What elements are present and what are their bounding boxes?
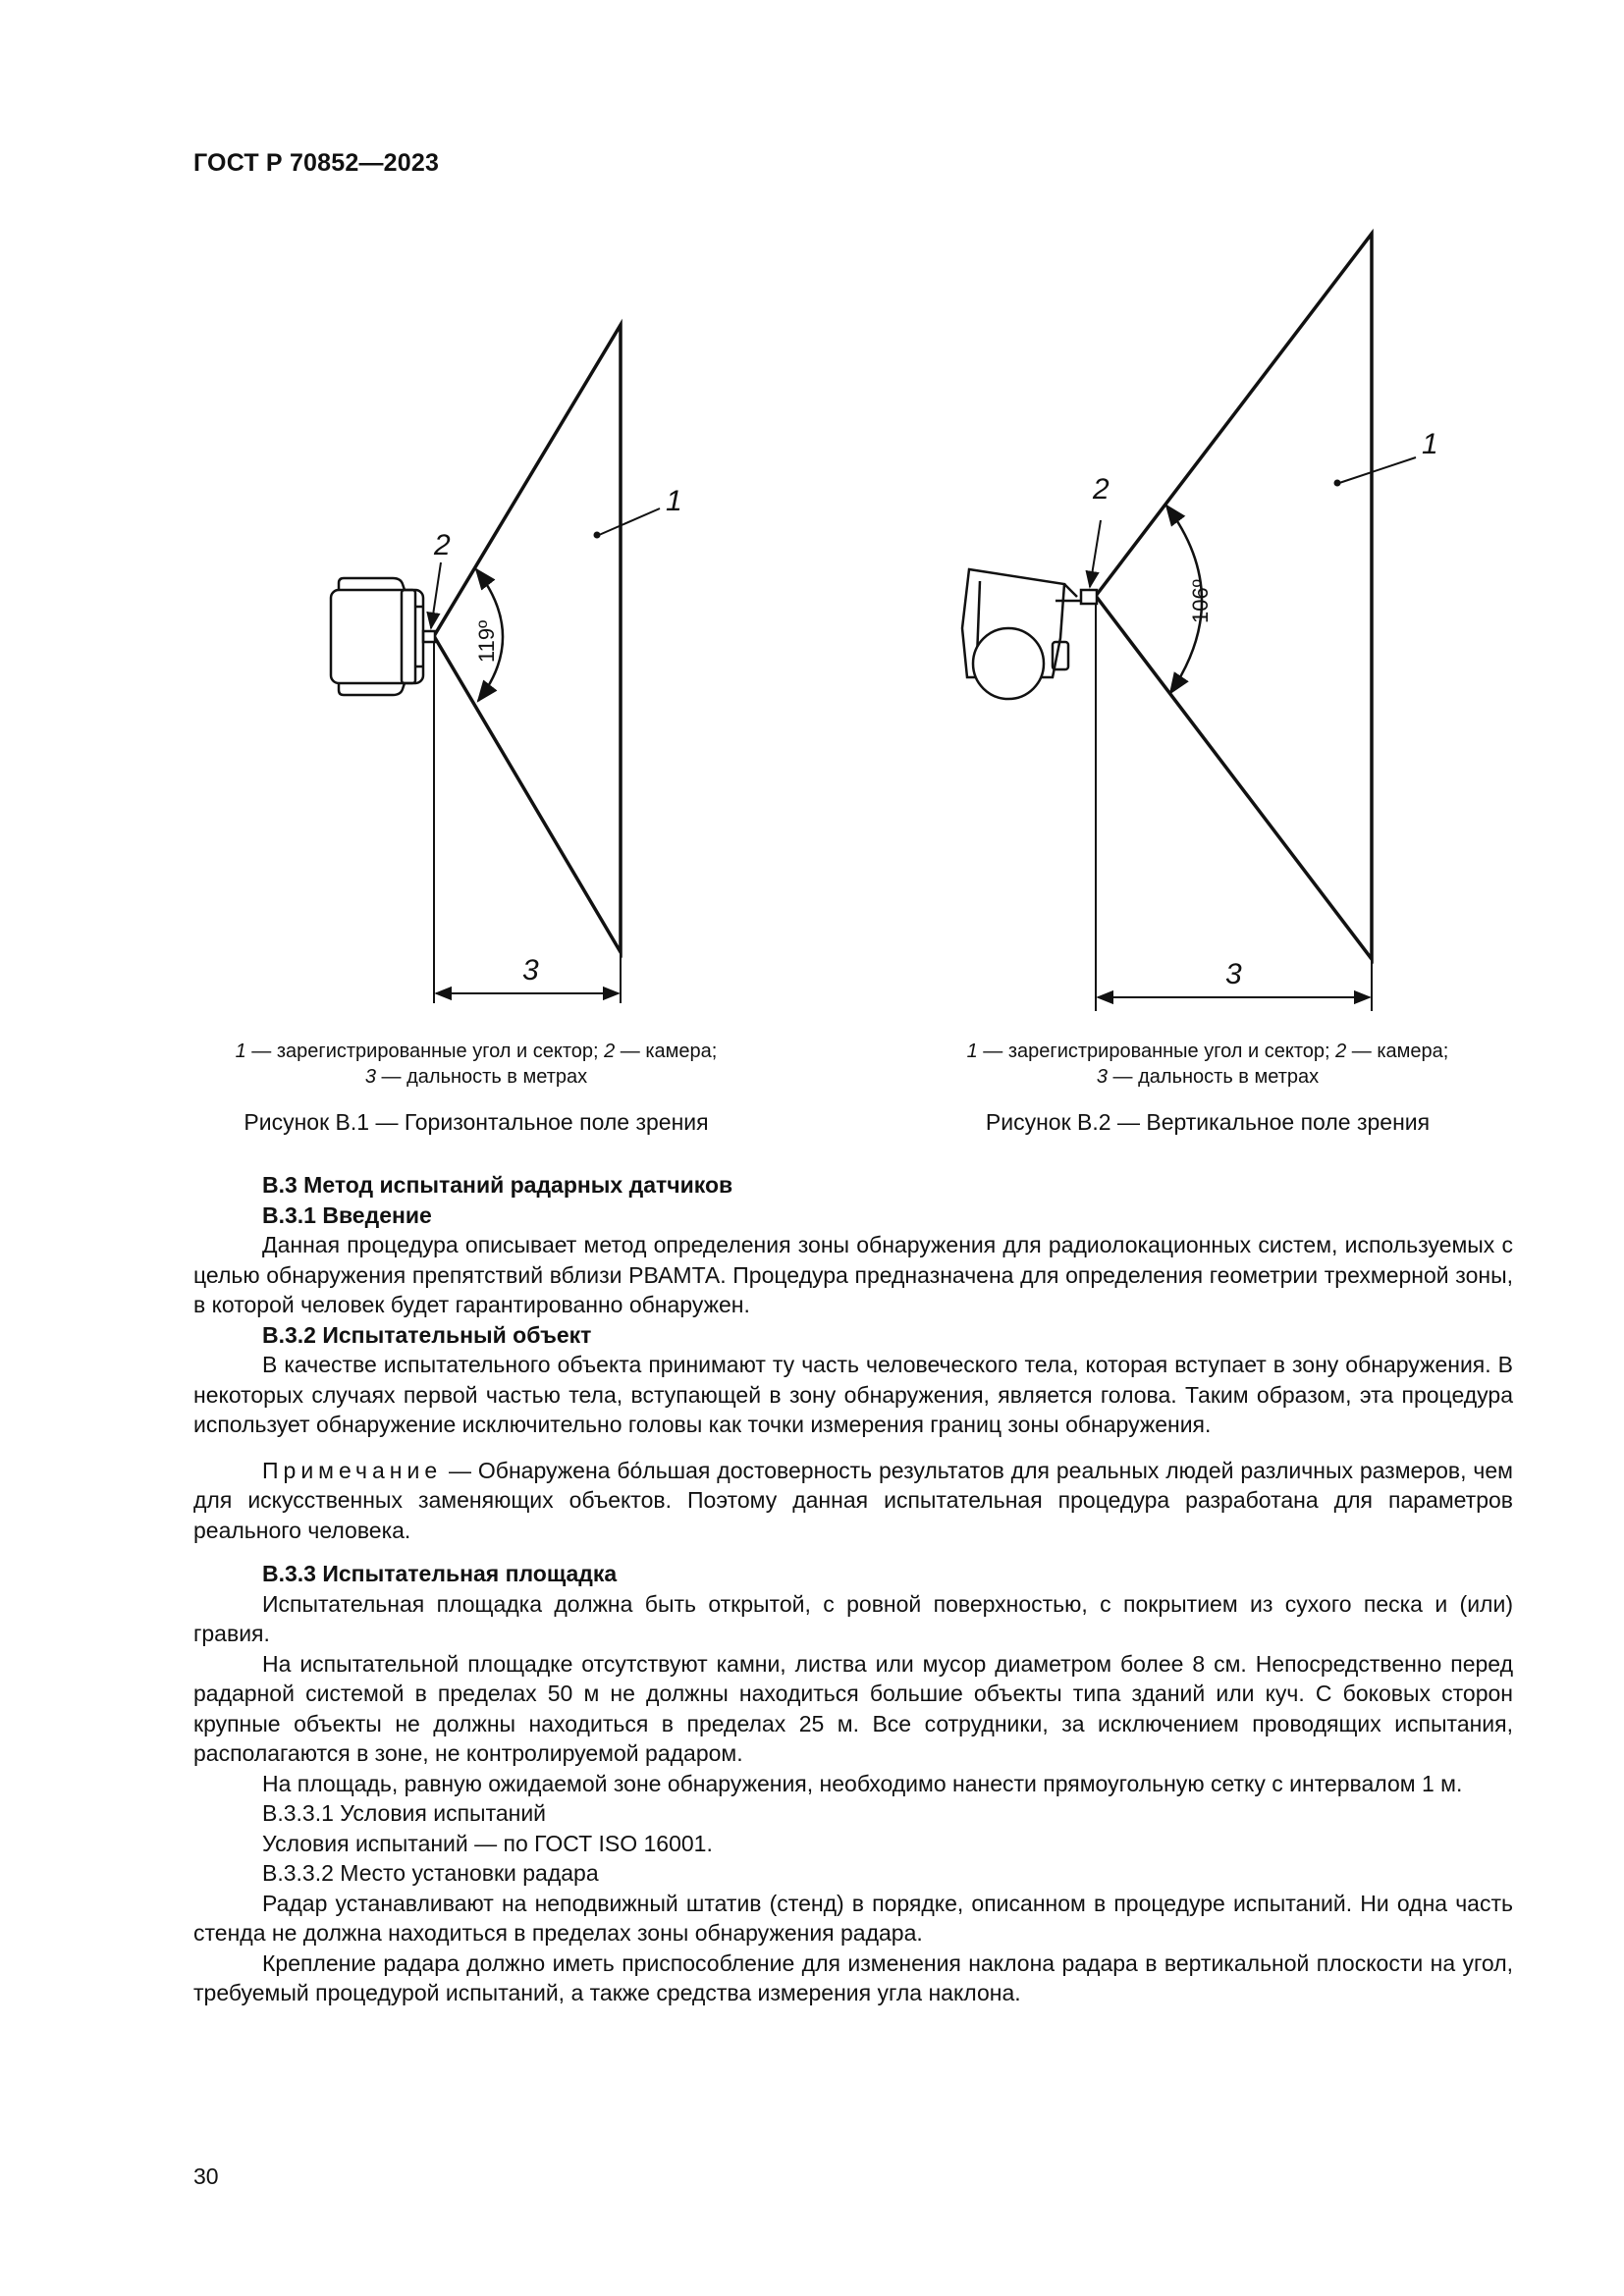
figure2-legend-text-3: — дальность в метрах — [1108, 1066, 1320, 1088]
figure2-legend-text-2: — камера; — [1346, 1041, 1449, 1062]
figure1-legend-num-2: 2 — [604, 1041, 616, 1062]
figure2-sector-point — [1334, 480, 1341, 487]
figure1-sector-point — [594, 532, 601, 539]
heading-b332: В.3.3.2 Место установки радара — [262, 1860, 599, 1886]
paragraph-2: В качестве испытательного объекта принимают ту часть человеческого тела, которая вступает в зону обнаружения. В некоторых случаях первой частью тела, вступающей в зону обнаружения, является голова. Таким образом, эта процедура использует обнаружение исключительно головы как точки измерения границ зоны обнаружения. — [193, 1352, 1513, 1437]
paragraph-4: На испытательной площадке отсутствуют камни, листва или мусор диаметром более 8 см. Непосредственно перед радарной системой в пределах 50 м не должны находиться большие объекты типа зданий или куч. С боковых сторон крупные объекты не должны находиться в пределах 25 м. Все сотрудники, за исключением проводящих испытания, располагаются в зоне, не контролируемой радаром. — [193, 1650, 1513, 1766]
heading-b32: В.3.2 Испытательный объект — [262, 1321, 592, 1348]
document-header: ГОСТ Р 70852—2023 — [193, 149, 440, 177]
figure1-legend-text-2: — камера; — [615, 1041, 718, 1062]
heading-b33: В.3.3 Испытательная площадка — [262, 1561, 618, 1586]
figure2-legend-num-2: 2 — [1335, 1041, 1347, 1062]
figure2-machine — [962, 569, 1081, 699]
paragraph-1: Данная процедура описывает метод определения зоны обнаружения для радиолокационных систем, используемых с целью обнаружения препятствий вблизи РВАМТА. Процедура предназначена для определения геометрии трехмерной зоны, в которой человек будет гарантированно обнаружен. — [193, 1232, 1513, 1317]
figure1-title: Рисунок В.1 — Горизонтальное поле зрения — [244, 1109, 709, 1135]
figure1-legend-num-3: 3 — [364, 1066, 376, 1088]
figure2-label-2: 2 — [1093, 473, 1110, 506]
figure2-label-1: 1 — [1422, 428, 1438, 460]
figure2-camera — [1081, 590, 1097, 604]
paragraph-5: На площадь, равную ожидаемой зоне обнаружения, необходимо нанести прямоугольную сетку с интервалом 1 м. — [262, 1770, 1463, 1796]
paragraph-3: Испытательная площадка должна быть открытой, с ровной поверхностью, с покрытием из сухого песка и (или) гравия. — [193, 1590, 1513, 1646]
figure2-legend — [893, 1039, 1522, 1090]
figure1-sector — [434, 325, 621, 952]
figure1-leader-2 — [431, 562, 441, 628]
figure1-machine — [331, 578, 423, 695]
page-number: 30 — [193, 2163, 219, 2189]
paragraph-8: Крепление радара должно иметь приспособление для изменения наклона радара в вертикальной плоскости на угол, требуемый процедурой испытаний, а также средства измерения угла наклона. — [193, 1949, 1513, 2005]
note — [193, 1456, 1513, 1546]
figure2-legend-num-1: 1 — [966, 1041, 978, 1062]
figure1-leader-1 — [599, 508, 660, 535]
figure2-leader-2 — [1090, 520, 1101, 587]
figure1-angle-label: 119º — [474, 619, 499, 663]
figure1-legend-text-3: — дальность в метрах — [376, 1066, 588, 1088]
note-label: Примечание — [262, 1457, 443, 1483]
figure1-legend-num-1: 1 — [235, 1041, 246, 1062]
heading-b31: В.3.1 Введение — [262, 1201, 432, 1228]
figures-drawing — [0, 0, 1624, 1099]
paragraph-6: Условия испытаний — по ГОСТ ISO 16001. — [262, 1830, 713, 1856]
heading-b331: В.3.3.1 Условия испытаний — [262, 1800, 547, 1826]
figure2-leader-1 — [1339, 457, 1416, 483]
figure2-sector — [1096, 234, 1372, 959]
body-text — [193, 1170, 1513, 2008]
figure1-camera — [423, 631, 435, 642]
figure2-legend-text-1: — зарегистрированные угол и сектор; — [977, 1041, 1336, 1062]
figure1-legend-text-1: — зарегистрированные угол и сектор; — [245, 1041, 605, 1062]
figure1-legend — [196, 1039, 756, 1090]
figure2-title: Рисунок В.2 — Вертикальное поле зрения — [985, 1109, 1431, 1135]
figure2-label-3: 3 — [1225, 958, 1242, 990]
figure1-label-3: 3 — [522, 954, 539, 987]
figure2-legend-num-3: 3 — [1096, 1066, 1108, 1088]
figure1-diagram — [331, 325, 660, 1003]
figure1-label-2: 2 — [434, 529, 451, 561]
figure1-label-1: 1 — [666, 485, 682, 517]
paragraph-7: Радар устанавливают на неподвижный штатив (стенд) в порядке, описанном в процедуре испытаний. Ни одна часть стенда не должна находиться в пределах зоны обнаружения радара. — [193, 1890, 1513, 1946]
figure2-angle-label: 106º — [1188, 579, 1213, 623]
heading-b3: В.3 Метод испытаний радарных датчиков — [262, 1172, 733, 1198]
note-text: — Обнаружена бо́льшая достоверность результатов для реальных людей различных размеров, чем для искусственных заменяющих объектов. Поэтому данная испытательная процедура разработана для параметров реального человека. — [193, 1457, 1513, 1543]
